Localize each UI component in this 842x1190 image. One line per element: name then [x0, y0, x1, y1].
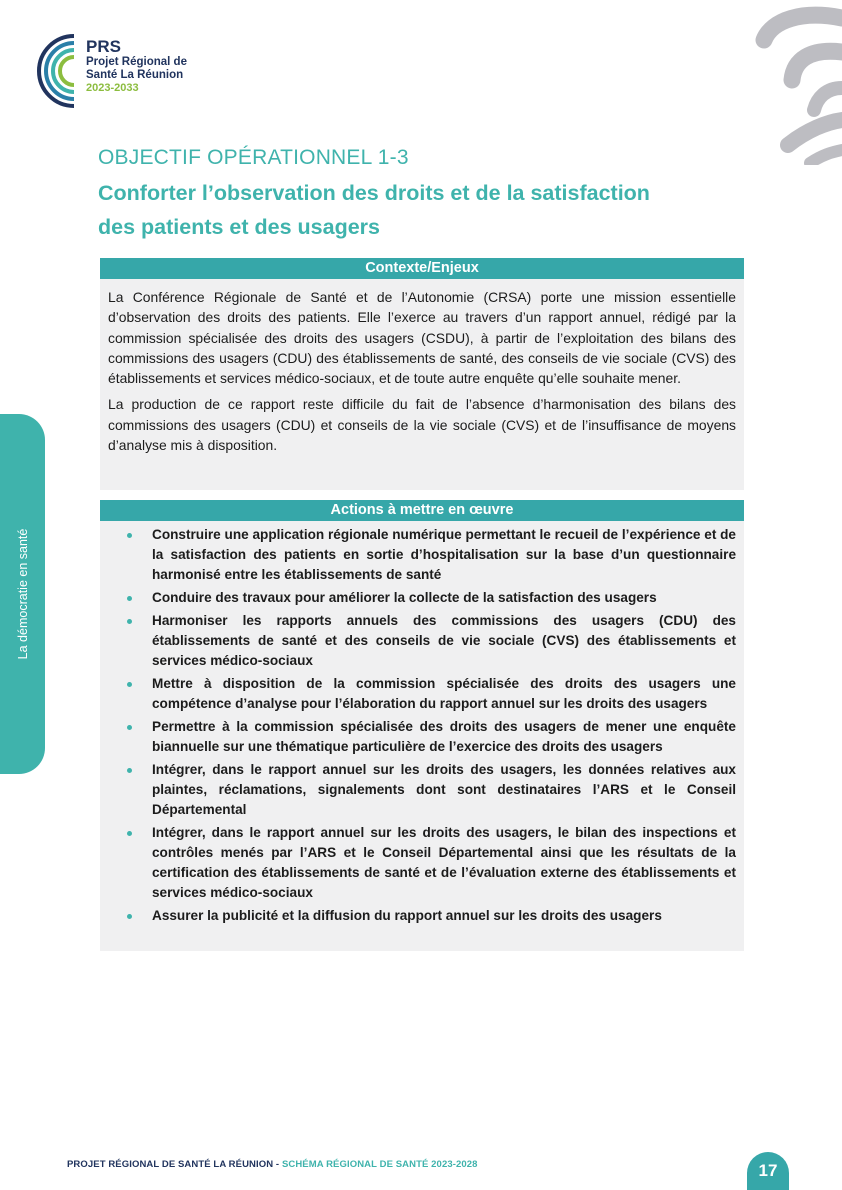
list-item	[152, 823, 736, 903]
list-item	[152, 588, 736, 608]
logo-line-2: Santé La Réunion	[86, 69, 184, 81]
bullet-icon	[127, 914, 132, 919]
list-item	[152, 906, 736, 926]
bullet-icon	[127, 725, 132, 730]
actions-heading: Actions à mettre en œuvre	[100, 500, 744, 521]
bullet-icon	[127, 619, 132, 624]
objective-label: OBJECTIF OPÉRATIONNEL 1-3	[98, 146, 409, 169]
footer-schema: SCHÉMA RÉGIONAL DE SANTÉ 2023-2028	[279, 1159, 478, 1170]
context-body	[100, 279, 744, 455]
page-number: 17	[747, 1152, 789, 1190]
action-text: Conduire des travaux pour améliorer la collecte de la satisfaction des usagers	[152, 590, 657, 605]
action-text: Assurer la publicité et la diffusion du rapport annuel sur les droits des usagers	[152, 908, 662, 923]
context-heading: Contexte/Enjeux	[100, 258, 744, 279]
bullet-icon	[127, 596, 132, 601]
objective-title-line-1: Conforter l’observation des droits et de la satisfaction	[98, 181, 650, 205]
decorative-swirl-icon	[692, 0, 842, 165]
prs-logo	[24, 30, 224, 110]
objective-title	[98, 176, 738, 244]
action-text: Mettre à disposition de la commission spécialisée des droits des usagers une compétence d’analyse pour l’élaboration du rapport annuel sur les droits des usagers	[152, 676, 736, 711]
list-item	[152, 717, 736, 757]
action-text: Intégrer, dans le rapport annuel sur les droits des usagers, les données relatives aux plaintes, réclamations, signalements dont sont destinataires l’ARS et le Conseil Départemental	[152, 762, 736, 817]
list-item	[152, 760, 736, 820]
action-text: Construire une application régionale numérique permettant le recueil de l’expérience et de la satisfaction des patients en sortie d’hospitalisation sur la base d’un questionnaire harmonisé entre les établissements de santé	[152, 527, 736, 582]
footer-project: PROJET RÉGIONAL DE SANTÉ LA RÉUNION -	[67, 1159, 280, 1170]
section-side-tab	[0, 414, 45, 774]
action-text: Intégrer, dans le rapport annuel sur les droits des usagers, le bilan des inspections et contrôles menés par l’ARS et le Conseil Départemental ainsi que les résultats de la certification des établissements de santé et de l’évaluation externe des établissements et services médico-sociaux	[152, 825, 736, 900]
bullet-icon	[127, 831, 132, 836]
action-text: Harmoniser les rapports annuels des commissions des usagers (CDU) des établissements de santé et des conseils de vie sociale (CVS) des établissements et services médico-sociaux	[152, 613, 736, 668]
bullet-icon	[127, 768, 132, 773]
bullet-icon	[127, 682, 132, 687]
context-paragraph: La Conférence Régionale de Santé et de l’Autonomie (CRSA) porte une mission essentielle d’observation des droits des patients. Elle l’exerce au travers d’un rapport annuel, rédigé par la commission spécialisée des droits des usagers (CSDU), à partir de l’exploitation des bilans des commissions des usagers (CDU) des établissements de santé, des conseils de vie sociale (CVS) des établissements et services médico-sociaux, et de toute autre enquête qu’elle souhaite mener.	[108, 289, 736, 387]
actions-box	[100, 500, 744, 951]
list-item	[152, 525, 736, 585]
section-side-tab-label: La démocratie en santé	[15, 528, 30, 660]
logo-acronym: PRS	[86, 37, 121, 56]
action-text: Permettre à la commission spécialisée des droits des usagers de mener une enquête biannuelle sur une thématique particulière de l’exercice des droits des usagers	[152, 719, 736, 754]
logo-line-1: Projet Régional de	[86, 56, 187, 68]
page-footer	[67, 1159, 478, 1170]
prs-arcs-icon	[24, 30, 84, 112]
context-paragraph: La production de ce rapport reste difficile du fait de l’absence d’harmonisation des bilans des commissions des usagers (CDU) et conseils de la vie sociale (CVS) et de l’insuffisance de moyens d’analyse mis à disposition.	[108, 396, 736, 454]
logo-years: 2023-2033	[86, 82, 139, 94]
list-item	[152, 611, 736, 671]
bullet-icon	[127, 533, 132, 538]
context-box	[100, 258, 744, 490]
list-item	[152, 674, 736, 714]
actions-list	[100, 521, 744, 926]
objective-title-line-2: des patients et des usagers	[98, 215, 380, 239]
